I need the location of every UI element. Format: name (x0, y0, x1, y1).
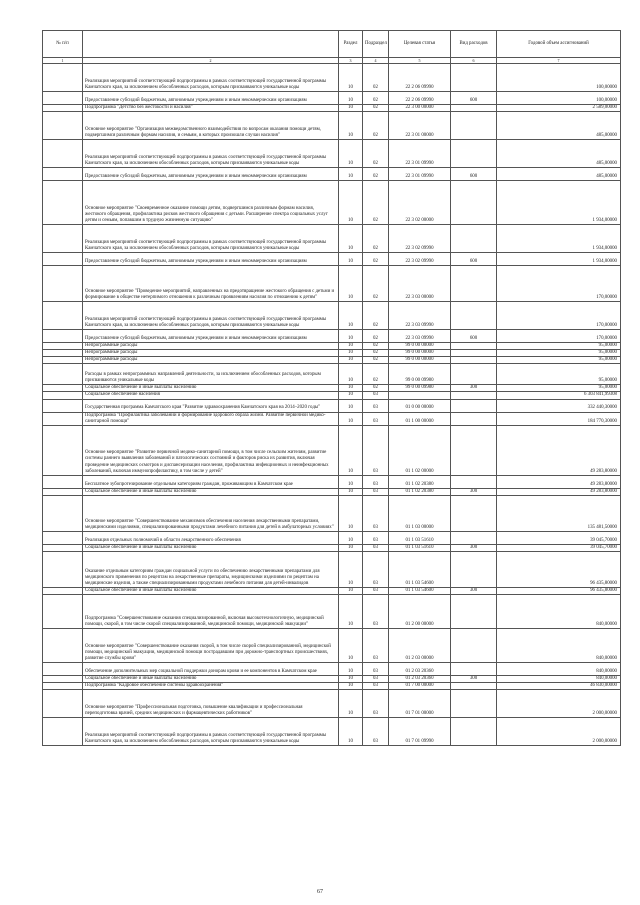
row-number-cell (43, 531, 83, 544)
row-section-cell: 10 (339, 140, 363, 168)
row-subsection-cell: 02 (363, 64, 389, 92)
row-expense-type-cell (451, 690, 497, 718)
row-subsection-cell: 03 (363, 683, 389, 690)
table-row (43, 350, 621, 357)
table-row (43, 343, 621, 350)
row-subsection-cell: 03 (363, 531, 389, 544)
row-target-article-cell: 01 1 02 00000 (389, 425, 451, 475)
row-subsection-cell: 02 (363, 253, 389, 266)
row-section-cell: 10 (339, 544, 363, 551)
row-subsection-cell: 02 (363, 105, 389, 112)
table-row (43, 253, 621, 266)
row-target-article-cell: 22 3 03 00000 (389, 266, 451, 302)
row-name-cell: Государственная программа Камчатского края "Развитие здравоохранения Камчатского края на 2014–2020 годы" (83, 399, 339, 412)
row-amount-cell: 95,00000 (497, 364, 621, 385)
row-name-cell: Реализация мероприятий соответствующей подпрограммы в рамках соответствующей государственной программы Камчатского края, за исключением обособленных расходов, которым присваиваются уникальные коды (83, 302, 339, 330)
row-number-cell (43, 92, 83, 105)
row-number-cell (43, 266, 83, 302)
row-section-cell: 10 (339, 225, 363, 253)
row-expense-type-cell (451, 64, 497, 92)
table-row (43, 168, 621, 181)
row-name-cell: Предоставление субсидий бюджетным, автономным учреждениям и иным некоммерческим организациям (83, 92, 339, 105)
row-amount-cell: 46 830,00000 (497, 683, 621, 690)
row-section-cell: 10 (339, 412, 363, 425)
row-amount-cell: 135 481,50000 (497, 495, 621, 531)
row-subsection-cell: 02 (363, 92, 389, 105)
row-amount-cell: 96 435,80000 (497, 551, 621, 587)
row-amount-cell: 485,00000 (497, 168, 621, 181)
row-name-cell: Социальное обеспечение и иные выплаты населению (83, 385, 339, 392)
column-number: 6 (451, 58, 497, 64)
row-section-cell: 10 (339, 385, 363, 392)
row-expense-type-cell (451, 302, 497, 330)
row-section-cell: 10 (339, 595, 363, 629)
row-amount-cell: 170,00000 (497, 266, 621, 302)
row-section-cell: 10 (339, 690, 363, 718)
row-section-cell: 10 (339, 392, 363, 399)
row-subsection-cell: 03 (363, 587, 389, 594)
row-name-cell: Основное мероприятие "Проведение мероприятий, направленных на предотвращение жестокого обращения с детьми и формирование в обществе нетерпимого отношения к различным проявлениям насилия по отношению к детям" (83, 266, 339, 302)
row-number-cell (43, 690, 83, 718)
table-row (43, 412, 621, 425)
budget-table-container (42, 30, 620, 746)
header-subsection: Подраздел (363, 31, 389, 58)
row-subsection-cell: 02 (363, 343, 389, 350)
row-target-article-cell: 22 3 03 09990 (389, 302, 451, 330)
row-subsection-cell: 02 (363, 385, 389, 392)
row-amount-cell: 49 283,80000 (497, 488, 621, 495)
row-section-cell: 10 (339, 629, 363, 663)
row-section-cell: 10 (339, 495, 363, 531)
row-number-cell (43, 629, 83, 663)
row-subsection-cell: 03 (363, 690, 389, 718)
row-section-cell: 10 (339, 475, 363, 488)
row-amount-cell: 39 045,70000 (497, 531, 621, 544)
row-number-cell (43, 364, 83, 385)
row-section-cell: 10 (339, 488, 363, 495)
row-amount-cell: 1 934,00000 (497, 225, 621, 253)
row-number-cell (43, 551, 83, 587)
row-name-cell: Основное мероприятие "Развитие первичной медико-санитарной помощи, в том числе сельским жителям, развитие системы раннего выявления заболеваний и патологических состояний и факторов риска их развития, включая проведение медицинских осмотров и диспансеризации населения, профилактика инфекционных и неинфекционных заболеваний, включая иммунопрофилактику, в том числе у детей" (83, 425, 339, 475)
row-expense-type-cell (451, 495, 497, 531)
row-number-cell (43, 357, 83, 364)
table-row (43, 488, 621, 495)
row-section-cell: 10 (339, 551, 363, 587)
header-number: № п/п (43, 31, 83, 58)
row-subsection-cell: 02 (363, 225, 389, 253)
row-amount-cell: 2 000,00000 (497, 718, 621, 746)
row-name-cell: Непрограммные расходы (83, 343, 339, 350)
row-number-cell (43, 595, 83, 629)
row-target-article-cell: 99 0 00 00000 (389, 350, 451, 357)
row-expense-type-cell: 300 (451, 488, 497, 495)
table-row (43, 385, 621, 392)
row-expense-type-cell (451, 266, 497, 302)
row-subsection-cell: 03 (363, 495, 389, 531)
row-name-cell: Подпрограмма "Совершенствование оказания специализированной, включая высокотехнологичную, медицинской помощи, скорой, в том числе скорой специализированной, медицинской помощи, медицинской эвакуации" (83, 595, 339, 629)
row-amount-cell: 96 435,80000 (497, 587, 621, 594)
row-name-cell: Реализация мероприятий соответствующей подпрограммы в рамках соответствующей государственной программы Камчатского края, за исключением обособленных расходов, которым присваиваются уникальные коды (83, 140, 339, 168)
row-expense-type-cell (451, 112, 497, 140)
row-target-article-cell: 22 2 06 09990 (389, 92, 451, 105)
row-amount-cell: 100,00000 (497, 92, 621, 105)
row-section-cell: 10 (339, 64, 363, 92)
row-expense-type-cell (451, 225, 497, 253)
row-name-cell: Бесплатное зубопротезирование отдельным категориям граждан, проживающим в Камчатском крае (83, 475, 339, 488)
row-name-cell: Реализация мероприятий соответствующей подпрограммы в рамках соответствующей государственной программы Камчатского края, за исключением обособленных расходов, которым присваиваются уникальные коды (83, 64, 339, 92)
row-section-cell: 10 (339, 330, 363, 343)
row-number-cell (43, 683, 83, 690)
column-number: 3 (339, 58, 363, 64)
table-row (43, 629, 621, 663)
row-subsection-cell: 02 (363, 266, 389, 302)
row-number-cell (43, 392, 83, 399)
header-name (83, 31, 339, 58)
row-section-cell: 10 (339, 683, 363, 690)
row-number-cell (43, 718, 83, 746)
row-number-cell (43, 168, 83, 181)
row-name-cell: Основное мероприятие "Профессиональная подготовка, повышение квалификации и профессиональная переподготовка врачей, средних медицинских и фармацевтических работников" (83, 690, 339, 718)
row-amount-cell: 95,00000 (497, 343, 621, 350)
row-expense-type-cell (451, 475, 497, 488)
row-name-cell: Непрограммные расходы (83, 350, 339, 357)
row-name-cell: Предоставление субсидий бюджетным, автономным учреждениям и иным некоммерческим организациям (83, 330, 339, 343)
row-amount-cell: 184 770,30000 (497, 412, 621, 425)
row-expense-type-cell (451, 629, 497, 663)
row-number-cell (43, 663, 83, 676)
header-expense-type: Вид расходов (451, 31, 497, 58)
row-amount-cell: 840,00000 (497, 663, 621, 676)
table-row (43, 544, 621, 551)
header-annual-amount: Годовой объем ассигнований (497, 31, 621, 58)
row-number-cell (43, 140, 83, 168)
table-row (43, 364, 621, 385)
row-subsection-cell: 03 (363, 551, 389, 587)
row-subsection-cell: 02 (363, 330, 389, 343)
row-name-cell: Социальное обеспечение населения (83, 392, 339, 399)
row-expense-type-cell (451, 399, 497, 412)
table-row (43, 225, 621, 253)
row-name-cell: Социальное обеспечение и иные выплаты населению (83, 544, 339, 551)
row-section-cell: 10 (339, 266, 363, 302)
table-row (43, 399, 621, 412)
row-target-article-cell: 01 2 03 20360 (389, 676, 451, 683)
row-target-article-cell: 01 2 03 00000 (389, 629, 451, 663)
row-number-cell (43, 676, 83, 683)
row-target-article-cell: 22 2 06 09990 (389, 64, 451, 92)
row-expense-type-cell: 300 (451, 544, 497, 551)
row-expense-type-cell: 300 (451, 676, 497, 683)
row-section-cell: 10 (339, 364, 363, 385)
row-name-cell: Подпрограмма "Кадровое обеспечение системы здравоохранения" (83, 683, 339, 690)
row-expense-type-cell (451, 350, 497, 357)
table-row (43, 531, 621, 544)
row-target-article-cell: 99 0 00 00000 (389, 357, 451, 364)
table-row (43, 595, 621, 629)
row-amount-cell: 6 303 841,99308 (497, 392, 621, 399)
table-row (43, 683, 621, 690)
row-amount-cell: 170,00000 (497, 330, 621, 343)
row-section-cell: 10 (339, 168, 363, 181)
row-target-article-cell: 01 0 00 00000 (389, 399, 451, 412)
table-row (43, 551, 621, 587)
row-name-cell: Реализация мероприятий соответствующей подпрограммы в рамках соответствующей государственной программы Камчатского края, за исключением обособленных расходов, которым присваиваются уникальные коды (83, 225, 339, 253)
row-number-cell (43, 488, 83, 495)
row-number-cell (43, 105, 83, 112)
row-subsection-cell: 03 (363, 629, 389, 663)
row-section-cell: 10 (339, 663, 363, 676)
row-amount-cell: 2 000,00000 (497, 690, 621, 718)
row-section-cell: 10 (339, 531, 363, 544)
row-target-article-cell: 01 1 02 20380 (389, 475, 451, 488)
row-expense-type-cell (451, 663, 497, 676)
row-expense-type-cell (451, 595, 497, 629)
table-row (43, 425, 621, 475)
row-subsection-cell: 03 (363, 544, 389, 551)
row-number-cell (43, 544, 83, 551)
budget-table (42, 30, 621, 746)
row-target-article-cell: 01 7 01 00000 (389, 690, 451, 718)
row-target-article-cell: 01 1 02 20380 (389, 488, 451, 495)
row-section-cell: 10 (339, 587, 363, 594)
row-amount-cell: 485,00000 (497, 112, 621, 140)
row-expense-type-cell (451, 683, 497, 690)
row-number-cell (43, 412, 83, 425)
row-amount-cell: 49 283,80000 (497, 425, 621, 475)
row-expense-type-cell (451, 392, 497, 399)
row-subsection-cell: 03 (363, 663, 389, 676)
row-expense-type-cell (451, 343, 497, 350)
row-number-cell (43, 253, 83, 266)
row-target-article-cell: 22 3 02 00000 (389, 181, 451, 225)
row-section-cell: 10 (339, 302, 363, 330)
row-amount-cell: 95,00000 (497, 357, 621, 364)
row-name-cell: Непрограммные расходы (83, 357, 339, 364)
row-amount-cell: 100,00000 (497, 64, 621, 92)
table-row (43, 64, 621, 92)
row-amount-cell: 840,00000 (497, 629, 621, 663)
row-expense-type-cell: 300 (451, 385, 497, 392)
row-expense-type-cell: 600 (451, 92, 497, 105)
row-number-cell (43, 385, 83, 392)
row-target-article-cell: 01 1 03 51610 (389, 544, 451, 551)
row-target-article-cell (389, 392, 451, 399)
row-number-cell (43, 475, 83, 488)
table-row (43, 357, 621, 364)
row-section-cell: 10 (339, 350, 363, 357)
row-name-cell: Расходы в рамках непрограммных направлений деятельности, за исключением обособленных расходов, которым присваиваются уникальные коды (83, 364, 339, 385)
row-target-article-cell: 22 3 00 00000 (389, 105, 451, 112)
row-subsection-cell: 02 (363, 357, 389, 364)
table-row (43, 105, 621, 112)
row-target-article-cell: 01 1 03 54600 (389, 587, 451, 594)
page-number: 67 (317, 889, 323, 895)
row-name-cell: Реализация отдельных полномочий в области лекарственного обеспечения (83, 531, 339, 544)
row-section-cell: 10 (339, 399, 363, 412)
row-subsection-cell: 03 (363, 488, 389, 495)
row-number-cell (43, 343, 83, 350)
row-expense-type-cell (451, 718, 497, 746)
row-target-article-cell: 01 1 03 51610 (389, 531, 451, 544)
row-amount-cell: 39 045,70000 (497, 544, 621, 551)
row-name-cell: Предоставление субсидий бюджетным, автономным учреждениям и иным некоммерческим организациям (83, 253, 339, 266)
row-section-cell: 10 (339, 105, 363, 112)
row-subsection-cell: 03 (363, 676, 389, 683)
row-section-cell: 10 (339, 718, 363, 746)
row-section-cell: 10 (339, 92, 363, 105)
table-row (43, 181, 621, 225)
row-subsection-cell: 02 (363, 112, 389, 140)
table-row (43, 718, 621, 746)
row-expense-type-cell (451, 357, 497, 364)
row-section-cell: 10 (339, 253, 363, 266)
row-target-article-cell: 01 7 00 00000 (389, 683, 451, 690)
row-amount-cell: 2 589,00000 (497, 105, 621, 112)
header-target-article: Целевая статья (389, 31, 451, 58)
row-name-cell: Оказание отдельным категориям граждан социальной услуги по обеспечению лекарственными препаратами для медицинского применения по рецептам на лекарственные препараты, медицинскими изделиями по рецептам на медицинские изделия, а также специализированными продуктами лечебного питания для детей-инвалидов (83, 551, 339, 587)
row-target-article-cell: 99 0 00 09980 (389, 364, 451, 385)
row-target-article-cell: 01 2 00 00000 (389, 595, 451, 629)
row-target-article-cell: 22 3 02 09990 (389, 225, 451, 253)
table-row (43, 392, 621, 399)
row-number-cell (43, 330, 83, 343)
table-row (43, 330, 621, 343)
row-name-cell: Социальное обеспечение и иные выплаты населению (83, 676, 339, 683)
row-subsection-cell: 02 (363, 140, 389, 168)
table-row (43, 690, 621, 718)
row-number-cell (43, 587, 83, 594)
row-subsection-cell: 03 (363, 392, 389, 399)
row-subsection-cell: 02 (363, 302, 389, 330)
table-body (43, 64, 621, 746)
table-row (43, 112, 621, 140)
row-target-article-cell: 99 0 00 09980 (389, 385, 451, 392)
column-number: 4 (363, 58, 389, 64)
row-expense-type-cell (451, 531, 497, 544)
row-subsection-cell: 02 (363, 181, 389, 225)
row-target-article-cell: 22 3 03 09990 (389, 330, 451, 343)
row-name-cell: Основное мероприятие "Совершенствование оказания скорой, в том числе скорой специализированной, медицинской помощи, медицинской эвакуации, медицинской помощи пострадавшим при дорожно-транспортных происшествиях, развитие службы крови" (83, 629, 339, 663)
row-subsection-cell: 02 (363, 364, 389, 385)
row-target-article-cell: 22 3 01 09990 (389, 168, 451, 181)
row-name-cell: Социальное обеспечение и иные выплаты населению (83, 488, 339, 495)
row-target-article-cell: 01 1 00 00000 (389, 412, 451, 425)
row-amount-cell: 170,00000 (497, 302, 621, 330)
row-amount-cell: 49 283,80000 (497, 475, 621, 488)
row-expense-type-cell: 300 (451, 587, 497, 594)
row-amount-cell: 840,00000 (497, 676, 621, 683)
row-number-cell (43, 112, 83, 140)
row-expense-type-cell (451, 181, 497, 225)
row-expense-type-cell: 600 (451, 168, 497, 181)
row-number-cell (43, 399, 83, 412)
row-section-cell: 10 (339, 676, 363, 683)
row-section-cell: 10 (339, 425, 363, 475)
row-name-cell: Подпрограмма "Детство без жестокости и насилия" (83, 105, 339, 112)
row-subsection-cell: 03 (363, 595, 389, 629)
row-section-cell: 10 (339, 357, 363, 364)
row-expense-type-cell (451, 105, 497, 112)
column-number: 1 (43, 58, 83, 64)
table-row (43, 92, 621, 105)
row-name-cell: Основное мероприятие "Организация межведомственного взаимодействия по вопросам оказания помощи детям, подвергшимся различным формам насилия, и семьям, в которых произошли случаи насилия" (83, 112, 339, 140)
row-name-cell: Социальное обеспечение и иные выплаты населению (83, 587, 339, 594)
row-target-article-cell: 01 1 03 54600 (389, 551, 451, 587)
row-subsection-cell: 03 (363, 475, 389, 488)
row-name-cell: Обеспечение дополнительных мер социальной поддержки донорам крови и ее компонентов в Камчатском крае (83, 663, 339, 676)
row-amount-cell: 1 934,00000 (497, 253, 621, 266)
table-row (43, 663, 621, 676)
row-number-cell (43, 495, 83, 531)
table-row (43, 475, 621, 488)
table-row (43, 266, 621, 302)
row-name-cell: Основное мероприятие "Своевременное оказание помощи детям, подвергшимся различным формам насилия, жестокого обращения, профилактика рисков жестокого обращения с детьми. Расширение спектра социальных услуг детям и семьям, попавшим в трудную жизненную ситуацию" (83, 181, 339, 225)
row-amount-cell: 95,00000 (497, 385, 621, 392)
table-row (43, 587, 621, 594)
row-subsection-cell: 03 (363, 399, 389, 412)
column-number: 5 (389, 58, 451, 64)
row-name-cell: Основное мероприятие "Совершенствование механизмов обеспечения населения лекарственными препаратами, медицинскими изделиями, специализированными продуктами лечебного питания для детей в амбулаторных условиях" (83, 495, 339, 531)
row-subsection-cell: 03 (363, 718, 389, 746)
row-number-cell (43, 64, 83, 92)
row-number-cell (43, 350, 83, 357)
row-target-article-cell: 01 1 03 00000 (389, 495, 451, 531)
table-row (43, 676, 621, 683)
row-number-cell (43, 225, 83, 253)
row-subsection-cell: 02 (363, 168, 389, 181)
row-number-cell (43, 302, 83, 330)
row-number-cell (43, 181, 83, 225)
row-name-cell: Предоставление субсидий бюджетным, автономным учреждениям и иным некоммерческим организациям (83, 168, 339, 181)
table-row (43, 140, 621, 168)
table-header-row (43, 31, 621, 58)
row-section-cell: 10 (339, 343, 363, 350)
row-subsection-cell: 02 (363, 350, 389, 357)
row-expense-type-cell (451, 551, 497, 587)
row-amount-cell: 485,00000 (497, 140, 621, 168)
table-row (43, 302, 621, 330)
row-amount-cell: 840,00000 (497, 595, 621, 629)
row-expense-type-cell: 600 (451, 253, 497, 266)
row-amount-cell: 95,00000 (497, 350, 621, 357)
row-target-article-cell: 99 0 00 00000 (389, 343, 451, 350)
table-row (43, 495, 621, 531)
row-target-article-cell: 01 7 01 09990 (389, 718, 451, 746)
row-number-cell (43, 425, 83, 475)
column-number: 2 (83, 58, 339, 64)
row-section-cell: 10 (339, 112, 363, 140)
row-subsection-cell: 03 (363, 425, 389, 475)
row-section-cell: 10 (339, 181, 363, 225)
row-subsection-cell: 03 (363, 412, 389, 425)
row-name-cell: Реализация мероприятий соответствующей подпрограммы в рамках соответствующей государственной программы Камчатского края, за исключением обособленных расходов, которым присваиваются уникальные коды (83, 718, 339, 746)
row-target-article-cell: 22 3 01 00000 (389, 112, 451, 140)
row-amount-cell: 332 440,30000 (497, 399, 621, 412)
row-target-article-cell: 01 2 03 20360 (389, 663, 451, 676)
row-expense-type-cell (451, 412, 497, 425)
header-section: Раздел (339, 31, 363, 58)
row-expense-type-cell (451, 140, 497, 168)
column-number: 7 (497, 58, 621, 64)
row-expense-type-cell (451, 425, 497, 475)
row-expense-type-cell: 600 (451, 330, 497, 343)
row-expense-type-cell (451, 364, 497, 385)
row-name-cell: Подпрограмма "Профилактика заболеваний и формирование здорового образа жизни. Развитие первичной медико-санитарной помощи" (83, 412, 339, 425)
row-target-article-cell: 22 3 02 09990 (389, 253, 451, 266)
row-target-article-cell: 22 3 01 09990 (389, 140, 451, 168)
row-amount-cell: 1 934,00000 (497, 181, 621, 225)
